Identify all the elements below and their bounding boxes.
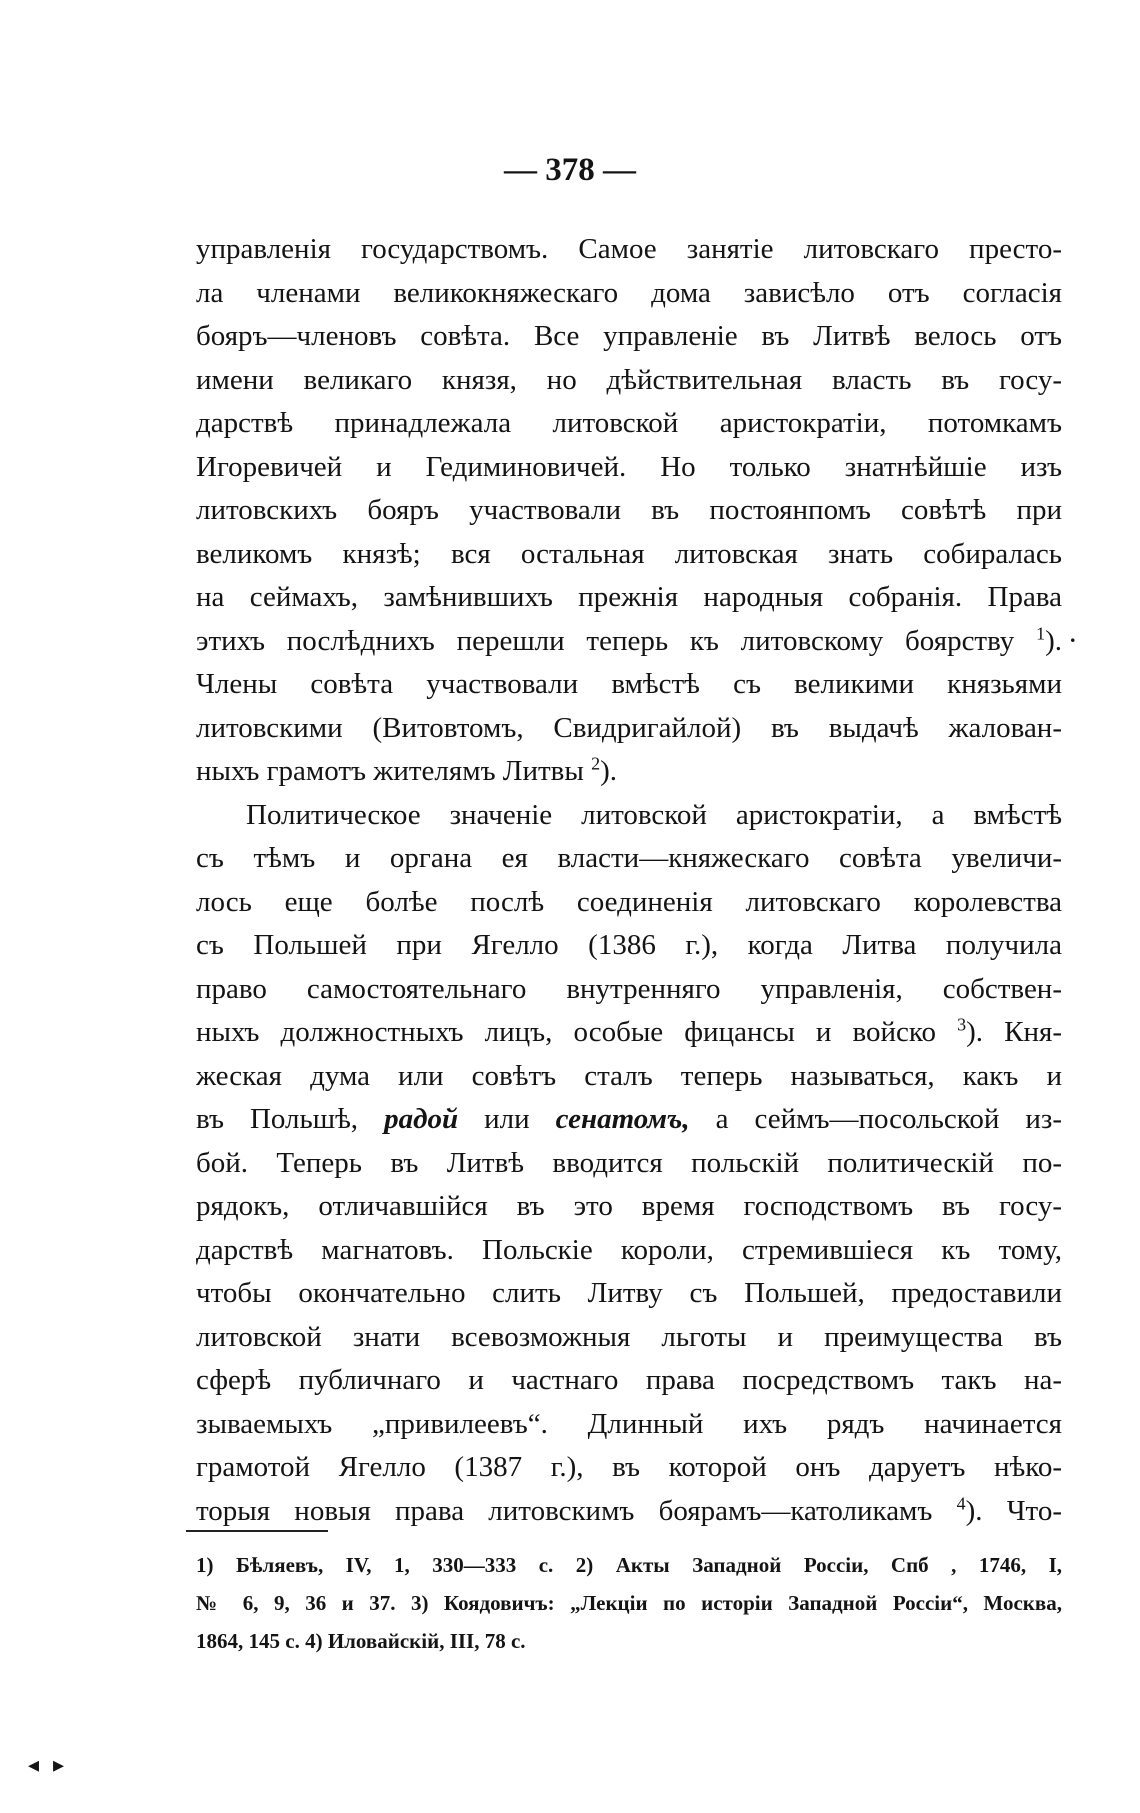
text-line: бояръ—членовъ совѣта. Все управленіе въ Литвѣ велось отъ (196, 320, 1062, 352)
text-line: съ тѣмъ и органа ея власти—княжескаго совѣта увеличи- (196, 842, 1062, 874)
text-line (196, 620, 1062, 664)
footnote-line: 1) Бѣляевъ, IV, 1, 330—333 с. 2) Акты Западной Россіи, Спб , 1746, I, (196, 1553, 1062, 1577)
text-line: литовскихъ бояръ участвовали въ постоянпомъ совѣтѣ при (196, 494, 1062, 526)
text-line: литовскими (Витовтомъ, Свидригайлой) въ выдачѣ жалован- (196, 711, 1062, 744)
text-line (196, 1011, 1062, 1055)
text-line: на сеймахъ, замѣнившихъ прежнія народныя собранія. Права (196, 581, 1062, 613)
text-line: чтобы окончательно слить Литву съ Польшей, предоставили (196, 1277, 1062, 1309)
body-text (196, 228, 1062, 1533)
line-end: ). Что- (965, 1494, 1062, 1527)
scan-marks: ◂▸ (28, 1752, 79, 1777)
line-text: ныхъ должностныхъ лицъ, особые фицансы и войско (196, 1016, 937, 1048)
text-line: право самостоятельнаго внутренняго управленія, собствен- (196, 972, 1062, 1005)
text-line: Члены совѣта участвовали вмѣстѣ съ великими князьями (196, 668, 1062, 700)
footnote-ref: 4 (956, 1492, 966, 1513)
line-text: ныхъ грамотъ жителямъ Литвы (196, 755, 584, 787)
text-line: ла членами великокняжескаго дома зависѣло отъ согласія (196, 276, 1062, 309)
text-line (196, 1098, 1062, 1142)
text-line: лось еще болѣе послѣ соединенія литовскаго королевства (196, 885, 1062, 918)
text-line: дарствѣ принадлежала литовской аристократіи, потомкамъ (196, 407, 1062, 439)
footnote-rule (186, 1530, 328, 1532)
line-text: а сеймъ—посольской из- (715, 1103, 1062, 1135)
page-number: — 378 — (504, 152, 636, 188)
text-line: Политическое значеніе литовской аристократіи, а вмѣстѣ (246, 798, 1062, 831)
line-text: торыя новыя права литовскимъ боярамъ—католикамъ (196, 1494, 933, 1527)
text-line: жеская дума или совѣтъ сталъ теперь называться, какъ и (196, 1059, 1062, 1092)
footnote-ref: 1 (1036, 622, 1046, 643)
line-end: ). (1045, 624, 1062, 657)
line-text: или (484, 1103, 530, 1135)
text-line: великомъ князѣ; вся остальная литовская знать собиралась (196, 537, 1062, 570)
text-line: имени великаго князя, но дѣйствительная власть въ госу- (196, 363, 1062, 396)
footnote-line: № 6, 9, 36 и 37. 3) Коядовичъ: „Лекціи по исторіи Западной Россіи“, Москва, (196, 1591, 1062, 1615)
text-line (196, 750, 1062, 794)
text-line: грамотой Ягелло (1387 г.), въ которой онъ даруетъ нѣко- (196, 1451, 1062, 1483)
text-line: бой. Теперь въ Литвѣ вводится польскій политическій по- (196, 1146, 1062, 1179)
line-text: въ Польшѣ, (196, 1103, 359, 1135)
italic-term: сенатомъ, (555, 1103, 690, 1135)
text-line: дарствѣ магнатовъ. Польскіе короли, стремившіеся къ тому, (196, 1233, 1062, 1266)
text-line: управленія государствомъ. Самое занятіе литовскаго престо- (196, 233, 1062, 265)
line-end: ). Кня- (966, 1016, 1062, 1048)
margin-mark: . (1070, 622, 1076, 647)
text-line (196, 1490, 1062, 1534)
text-line: рядокъ, отличавшійся въ это время господствомъ въ госу- (196, 1190, 1062, 1222)
line-end: ). (600, 755, 618, 787)
text-line: зываемыхъ „привилеевъ“. Длинный ихъ рядъ начинается (196, 1407, 1062, 1440)
text-line: Игоревичей и Гедиминовичей. Но только знатнѣйшіе изъ (196, 450, 1062, 483)
text-line: сферѣ публичнаго и частнаго права посредствомъ такъ на- (196, 1364, 1062, 1396)
footnote-ref: 3 (957, 1014, 967, 1035)
text-line: съ Польшей при Ягелло (1386 г.), когда Литва получила (196, 929, 1062, 961)
italic-term: радой (384, 1103, 459, 1135)
footnote-line: 1864, 145 с. 4) Иловайскій, III, 78 с. (196, 1629, 526, 1653)
line-text: этихъ послѣднихъ перешли теперь къ литовскому боярству (196, 624, 1015, 657)
footnotes (196, 1546, 1062, 1660)
text-line: литовской знати всевозможныя льготы и преимущества въ (196, 1320, 1062, 1353)
footnote-ref: 2 (591, 753, 601, 774)
